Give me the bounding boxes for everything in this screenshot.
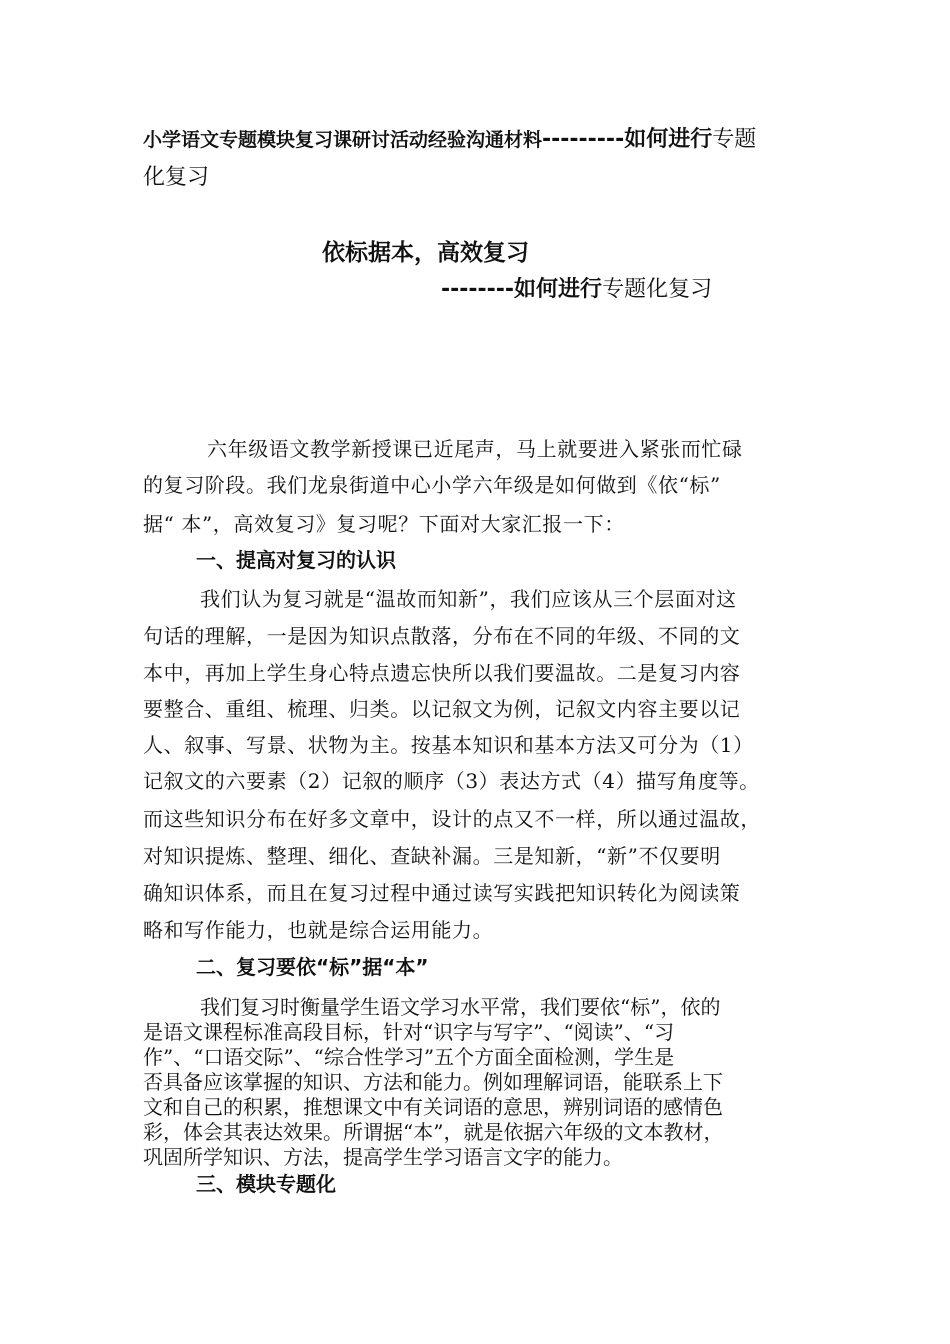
paragraph-line: 记叙文的六要素（2）记叙的顺序（3）表达方式（4）描写角度等。 xyxy=(143,769,760,793)
section-heading-1: 一、提高对复习的认识 xyxy=(196,548,396,572)
section-heading-2: 二、复习要依“标”据“本” xyxy=(196,955,429,979)
document-header-line-1 xyxy=(143,122,756,153)
paragraph-line: 句话的理解，一是因为知识点散落，分布在不同的年级、不同的文 xyxy=(143,624,741,648)
paragraph-line: 文和自己的积累，推想课文中有关词语的意思，辨别词语的感情色 xyxy=(143,1095,723,1119)
intro-line: 六年级语文教学新授课已近尾声，马上就要进入紧张而忙碌 xyxy=(207,437,743,461)
paragraph-line: 人、叙事、写景、状物为主。按基本知识和基本方法又可分为（1） xyxy=(143,733,754,757)
paragraph-line: 对知识提炼、整理、细化、查缺补漏。三是知新，“新”不仅要明 xyxy=(143,844,721,868)
intro-line: 据“ 本”，高效复习》复习呢？下面对大家汇报一下： xyxy=(143,512,625,536)
header-dashes: --------- xyxy=(542,127,625,152)
paragraph-line: 而这些知识分布在好多文章中，设计的点又不一样，所以通过温故， xyxy=(143,807,761,831)
header-title-bold-2: 如何进行 xyxy=(624,127,713,152)
article-title: 依标据本，高效复习 xyxy=(322,240,529,266)
paragraph-line: 我们复习时衡量学生语文学习水平常，我们要依“标”，依的 xyxy=(200,995,721,1019)
article-subtitle xyxy=(441,272,712,303)
paragraph-line: 确知识体系，而且在复习过程中通过读写实践把知识转化为阅读策 xyxy=(143,881,741,905)
paragraph-line: 本中，再加上学生身心特点遗忘快所以我们要温故。二是复习内容 xyxy=(143,661,741,685)
paragraph-line: 略和写作能力，也就是综合运用能力。 xyxy=(143,918,494,942)
intro-line: 的复习阶段。我们龙泉街道中心小学六年级是如何做到《依“标” xyxy=(143,473,721,497)
header-title-bold: 小学语文专题模块复习课研讨活动经验沟通材料 xyxy=(143,129,543,151)
paragraph-line: 我们认为复习就是“温故而知新”，我们应该从三个层面对这 xyxy=(200,587,737,611)
paragraph-line: 否具备应该掌握的知识、方法和能力。例如理解词语，能联系上下 xyxy=(143,1070,723,1094)
paragraph-line: 是语文课程标准高段目标，针对“识字与写字”、“阅读”、“习 xyxy=(143,1020,675,1044)
paragraph-line: 彩，体会其表达效果。所谓据“本”，就是依据六年级的文本教材， xyxy=(143,1120,724,1144)
paragraph-line: 要整合、重组、梳理、归类。以记叙文为例，记叙文内容主要以记 xyxy=(143,697,741,721)
paragraph-line: 巩固所学知识、方法，提高学生学习语言文字的能力。 xyxy=(143,1145,623,1169)
paragraph-line: 作”、“口语交际”、“综合性学习”五个方面全面检测，学生是 xyxy=(143,1045,675,1069)
subtitle-bold: --------如何进行 xyxy=(441,277,603,302)
header-title-normal: 专题 xyxy=(712,127,757,152)
section-heading-3: 三、模块专题化 xyxy=(196,1172,336,1196)
subtitle-normal: 专题化复习 xyxy=(602,277,713,302)
document-header-line-2: 化复习 xyxy=(143,165,210,190)
